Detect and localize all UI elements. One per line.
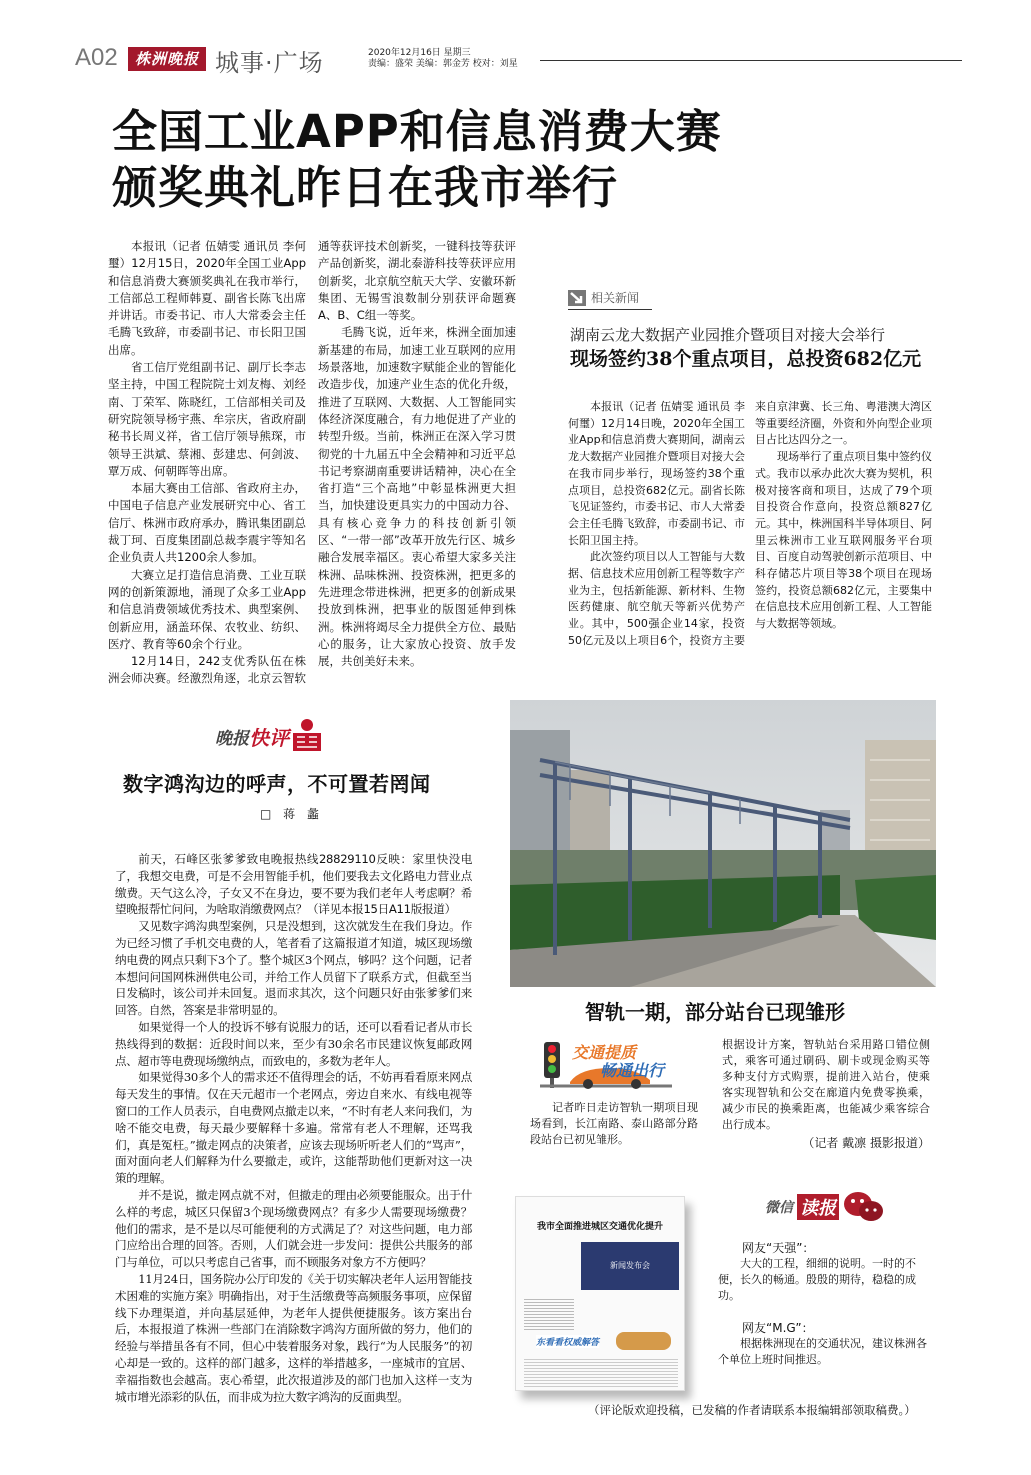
commentary-byline: □ 蒋 蠡 [260, 807, 323, 821]
commentary-title: 数字鸿沟边的呼声，不可置若罔闻 [123, 772, 431, 796]
logo-text-a: 晚报 [215, 728, 249, 749]
related-subtitle: 湖南云龙大数据产业园推介暨项目对接大会举行 [570, 326, 886, 344]
paragraph: 11月24日，国务院办公厅印发的《关于切实解决老年人运用智能技术困难的实施方案》明确指出，对于生活缴费等高频服务事项，应保留线下办理渠道，并向基层延伸，为老年人提供便捷服务。该方案出台后，本报报道了株洲一些部门在消除数字鸿沟方面所做的努力，他们的经验与举措虽各有不同，但心中装着服务对象，践行“为人民服务”的初心却是一致的。这样的部门越多，这样的举措越多，一座城市的宜居、幸福指数也会越高。衷心希望，此次报道涉及的部门也加入这样一支为城市增光添彩的队伍，而非成为拉大数字鸿沟的反面典型。 [115, 1271, 472, 1404]
rail-caption-left: 记者昨日走访智轨一期项目现场看到，长江南路、泰山路部分路段站台已初见雏形。 [530, 1101, 698, 1146]
related-article-body [568, 399, 932, 650]
comment-text: 根据株洲现在的交通状况，建议株洲各个单位上班时间推迟。 [718, 1337, 927, 1366]
paragraph: 又见数字鸿沟典型案例，只是没想到，这次就发生在我们身边。作为已经习惯了手机交电费的人，笔者看了这篇报道才知道，城区现场缴纳电费的网点只剩下3个了。整个城区3个网点，够吗？这个问题，记者本想问问国网株洲供电公司，并给工作人员留下了联系方式，但截至当日发稿时，该公司并未回复。退而求其次，这个问题只好由张爹爹们来回答。自然，答案是非常明显的。 [115, 919, 472, 1018]
rail-caption-right-block [722, 1037, 930, 1151]
page-number: A02 [75, 44, 118, 71]
newspaper-page-thumbnail [515, 1196, 685, 1391]
related-news-tag [568, 289, 652, 310]
reader-comments [718, 1240, 931, 1368]
rail-caption-right: 根据设计方案，智轨站台采用路口错位侧式，乘客可通过刷码、刷卡或现金购买等多种支付方式购票，提前进入站台，使乘客实现智轨和公交在廊道内免费零换乘，减少市民的换乘距离，也能减少乘客综合出行成本。 [722, 1038, 930, 1131]
dateline [368, 48, 518, 70]
submission-note: （评论版欢迎投稿，已发稿的作者请联系本报编辑部领取稿费。） [588, 1403, 916, 1417]
paragraph: 此次签约项目以人工智能与大数据、信息技术应用创新工程等数字产业为主，包括新能源、新材料、生物医药健康、航空航天等新兴优势产业。其中，500强企业14家，投资50亿元及以上项目6个，投资方主要来自京津冀、长三角、粤港澳大湾区等重要经济圈，外资和外向型企业项目占比达四分之一。 [568, 400, 932, 647]
paragraph: 12月14日，242支优秀队伍在株洲会师决赛。经激烈角逐，北京云智软通等获评技术创新奖，一键科技等获评产品创新奖，湖北泰游科技等获评应用创新奖，北京航空航天大学、安徽环新集团、无锡雪浪数制分别获评命题赛A、B、C组一等奖。 [108, 239, 516, 686]
commentary-body [115, 851, 472, 1405]
editor-credits: 责编：盛荣 美编：郭金芳 校对：刘星 [368, 59, 518, 69]
paragraph: 本届大赛由工信部、省政府主办，中国电子信息产业发展研究中心、省工信厅、株洲市政府承办，腾讯集团副总裁丁珂、百度集团副总裁李震宇等知名企业负责人共1200余人参加。 [108, 481, 306, 565]
logo-line-1: 交通提质 [572, 1045, 637, 1062]
thumbnail-text-block [524, 1357, 678, 1389]
header-rule [540, 60, 962, 61]
newspaper-reader-icon [289, 718, 325, 754]
commentary-logo [215, 718, 325, 754]
commenter-name: 网友“天强”： [742, 1241, 815, 1255]
headline-line-2: 颁奖典礼昨日在我市举行 [112, 161, 619, 214]
main-headline [112, 104, 722, 216]
section-title: 城事·广场 [215, 49, 324, 77]
related-news-label: 相关新闻 [591, 291, 640, 305]
paragraph: 现场举行了重点项目集中签约仪式。我市以承办此次大赛为契机，积极对接客商和项目，达成了79个项目投资合作意向，投资总额827亿元。其中，株洲国科半导体项目、阿里云株洲市工业互联网服务平台项目、百度自动驾驶创新示范项目、中科存储芯片项目等38个项目在现场签约，投资总额682亿元，主要集中在信息技术应用创新工程、人工智能与大数据等领域。 [755, 450, 932, 631]
logo-line-2: 畅通出行 [600, 1063, 665, 1080]
wechat-bubbles-icon [843, 1190, 885, 1224]
photo-credit: （记者 戴凛 摄影报道） [802, 1136, 930, 1150]
lead-article-body [108, 238, 516, 688]
paragraph: 本报讯（记者 伍婧雯 通讯员 李何璽）12月15日，2020年全国工业App和信息消费大赛颁奖典礼在我市举行，工信部总工程师韩夏、副省长陈飞出席并讲话。市委书记、市人大常委会主任毛腾飞致辞，市委副书记、市长阳卫国出席。 [108, 239, 306, 357]
commenter-name: 网友“M.G”： [742, 1321, 814, 1335]
arrow-down-right-icon [568, 290, 586, 306]
thumbnail-car-image [616, 1332, 671, 1350]
photo-caption-title: 智轨一期，部分站台已现雏形 [585, 1000, 845, 1024]
issue-date: 2020年12月16日 星期三 [368, 48, 471, 58]
thumbnail-photo-banner: 新闻发布会 [581, 1242, 679, 1290]
logo-text-b: 快评 [249, 725, 289, 750]
comment-text: 大大的工程，细细的说明。一时的不便，长久的畅通。殷殷的期待，稳稳的成功。 [718, 1257, 916, 1302]
newspaper-logo: 株洲晚报 [128, 47, 206, 71]
thumbnail-text-block [524, 1297, 574, 1331]
rail-station-photo [510, 700, 936, 987]
related-title: 现场签约38个重点项目，总投资682亿元 [570, 348, 922, 370]
thumbnail-promo: 东看看权威解答 [536, 1337, 600, 1347]
paragraph: 省工信厅党组副书记、副厅长李志坚主持，中国工程院院士刘友梅、刘经南、丁荣军、陈晓红，工信部相关司及研究院领导杨宇燕、牟宗庆，省政府副秘书长周义祥，省工信厅领导熊琛，市领导王洪斌、蔡湘、彭建忠、何剑波、覃万成、何朝晖等出席。 [108, 360, 306, 478]
paragraph: 如果觉得30多个人的需求还不值得理会的话，不妨再看看原来网点每天发生的事情。仅在天元超市一个老网点，旁边自来水、有线电视等窗口的工作人员表示，自电费网点撤走以来，“不时有老人来问我们，为啥不能交电费，每天最少要解释十多遍。常常有老人不理解，还骂我们，真是冤枉。”撤走网点的决策者，应该去现场听听老人们的“骂声”，面对面向老人们解释为什么要撤走，或许，这能帮助他们更新对这一决策的理解。 [115, 1070, 472, 1186]
traffic-column-logo [540, 1040, 672, 1090]
thumbnail-headline: 我市全面推进城区交通优化提升 [536, 1222, 663, 1232]
headline-line-1: 全国工业APP和信息消费大赛 [112, 105, 722, 158]
paragraph: 本报讯（记者 伍婧雯 通讯员 李何璽）12月14日晚，2020年全国工业App和信息消费大赛期间，湖南云龙大数据产业园推介暨项目对接大会在我市同步举行，现场签约38个重点项目，总投资682亿元。副省长陈飞见证签约，市委书记、市人大常委会主任毛腾飞致辞，市委副书记、市长阳卫国主持。 [568, 400, 745, 547]
paragraph: 前天，石峰区张爹爹致电晚报热线28829110反映：家里快没电了，我想交电费，可是不会用智能手机，他们要我去文化路电力营业点缴费。天气这么冷，子女又不在身边，要不要为我们老年人考虑啊？希望晚报帮忙问问，为啥取消缴费网点？（详见本报15日A11版报道） [115, 852, 472, 917]
logo-text-a: 微信 [765, 1199, 793, 1215]
logo-text-b: 读报 [797, 1194, 839, 1220]
paragraph: 大赛立足打造信息消费、工业互联网的创新策源地，涌现了众多工业App和信息消费领域优秀技术、典型案例、创新应用，涵盖环保、农牧业、纺织、医疗、教育等60余个行业。 [108, 567, 306, 651]
paragraph: 并不是说，撤走网点就不对，但撤走的理由必须要能服众。出于什么样的考虑，城区只保留3个现场缴费网点？有多少人需要现场缴费？他们的需求，是不是以尽可能便利的方式满足了？对这些问题，电力部门应给出合理的回答。否则，人们就会进一步发问：提供公共服务的部门与单位，可以只考虑自己省事，而不顾服务对象方不方便吗？ [115, 1187, 472, 1270]
paragraph: 如果觉得一个人的投诉不够有说服力的话，还可以看看记者从市长热线得到的数据：近段时间以来，至少有30余名市民建议恢复邮政网点、超市等电费现场缴纳点，而致电的，多数为老年人。 [115, 1019, 472, 1068]
paragraph: 毛腾飞说，近年来，株洲全面加速新基建的布局，加速工业互联网的应用场景落地，加速数字赋能企业的智能化改造步伐，加速产业生态的优化升级，推进了互联网、大数据、人工智能同实体经济深度融合，有力地促进了产业的转型升级。当前，株洲正在深入学习贯彻党的十九届五中全会精神和习近平总书记考察湖南重要讲话精神，决心在全省打造“三个高地”中彰显株洲更大担当，加快建设更具实力的中国动力谷、具有核心竞争力的科技创新引领区、“一带一部”改革开放先行区、城乡融合发展幸福区。衷心希望大家多关注株洲、品味株洲、投资株洲，把更多的先进理念带进株洲，把更多的创新成果投放到株洲，把事业的版图延伸到株洲。株洲将竭尽全力提供全方位、最贴心的服务，让大家放心投资、放手发展，共创美好未来。 [318, 325, 516, 669]
wechat-reading-logo [765, 1190, 885, 1224]
